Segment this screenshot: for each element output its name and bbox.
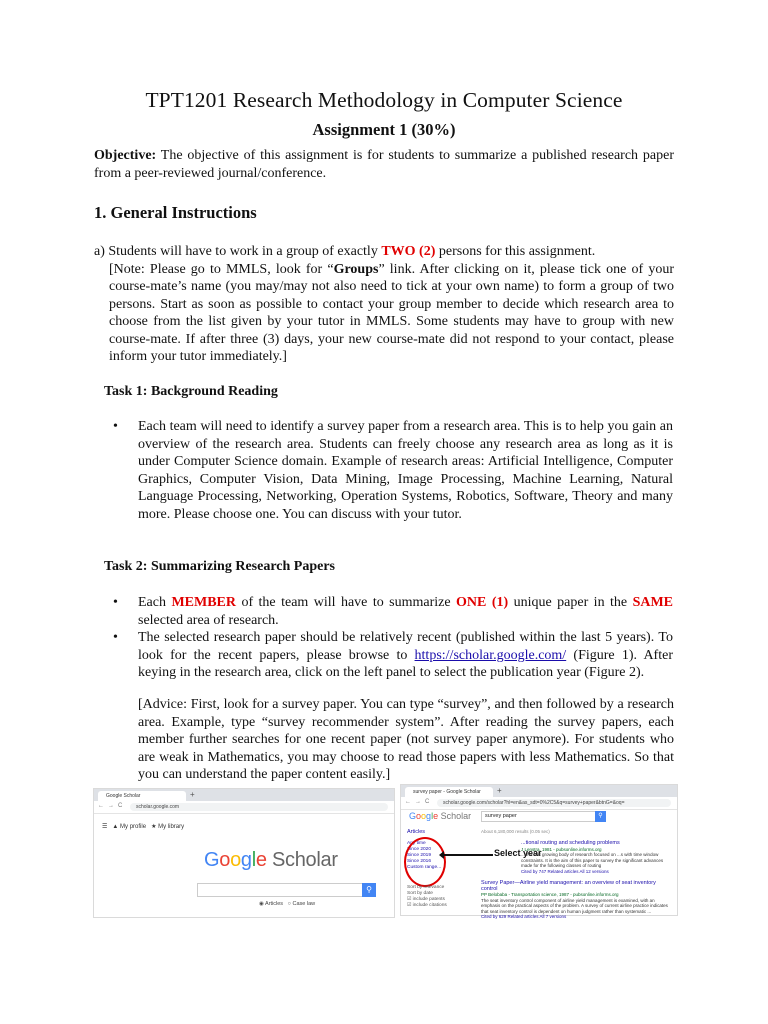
filter-any-time: Any time [407,841,426,846]
browser-tab: survey paper - Google Scholar [405,787,493,797]
sort-date: Sort by date [407,891,433,896]
results-count: About 6,180,000 results (0.05 sec) [481,829,550,834]
t2b2-text-1: The selected research paper should be relatively recent (published within the last 5 years). To look for the recent papers, please browse to [138,630,673,663]
result-2-snippet: The seat inventory control component of airline yield management is examined, with an emphasis on the practical aspects of the problem. A survey of current airline practice indicates that seat inventory control is dependent on human judgment rather than systematic ... [481,897,668,914]
figure2-scholar-results-screenshot [400,784,678,919]
t2b1-text-3: unique paper in the [508,595,633,610]
result-1-meta: J Lenstra, 1981 - pubsonline.informs.org [521,846,602,852]
new-tab-icon: + [497,786,502,795]
logo-letter: o [421,811,427,821]
select-year-annotation: Select year [494,848,542,858]
logo-word: Scholar [438,811,472,821]
t2b1-text-2: of the team will have to summarize [236,595,457,610]
bullet-marker: • [113,595,118,610]
logo-letter: l [431,811,434,821]
instruction-a-two: TWO (2) [381,244,436,259]
nav-arrows-icon: ←→C [98,803,127,809]
t2b2-text-2: (Figure 1). After keying in the research area, click on the left panel to select the publication year (Figure 2). [138,647,673,680]
filter-since-2016: Since 2016 [407,859,432,864]
task1-text: Each team will need to identify a survey paper from a research area. This is to help you gain an overview of the research area. Students can freely choose any research area as long as it is under Computer Science domain. Example of research areas: Artificial Intelligence, Computer Graphics, Computer Vision, Data Mining, Image Processing, Machine Learning, Natural Language Processing, Networking, Operation Systems, Robotics, Software, Theory and many more. Please choose one. You can discuss with your tutor. [138,419,673,522]
task1-heading: Task 1: Background Reading [104,384,278,399]
result-2-footer: Cited by 629 Related articles All 7 versions [481,914,567,919]
document-title: TPT1201 Research Methodology in Computer Science [145,88,623,112]
logo-letter: o [219,849,231,871]
result-item-1 [521,841,673,874]
instruction-a [94,243,674,366]
address-bar [401,797,677,810]
task2-bullet-2-text [138,629,673,682]
search-icon: ⚲ [595,811,606,822]
bullet-marker: • [113,630,118,645]
logo-letter: G [204,849,220,871]
logo-letter: G [409,811,417,821]
objective-text: The objective of this assignment is for students to summarize a published research paper from a peer-reviewed journal/conference. [94,148,674,181]
result-2-meta: PP Belobaba - Transportation science, 1987 - pubsonline.informs.org [481,892,619,897]
t2b1-text-4: selected area of research. [138,612,279,628]
logo-letter: g [426,811,432,821]
bullet-marker: • [113,419,118,434]
include-citations: ☑ include citations [407,903,447,908]
include-patents-label: include patents [412,897,445,902]
url-box: scholar.google.com [130,803,388,811]
logo-letter: e [255,849,267,871]
member-word: MEMBER [171,595,236,610]
result-2-title: Survey Paper—Airline yield management: an overview of seat inventory control [481,880,656,892]
search-icon: ⚲ [362,883,376,897]
browser-tab: Google Scholar [98,791,186,801]
arrow-icon [443,854,493,856]
sort-relevance: Sort by relevance [407,885,445,890]
result-1-snippet: ...of a fast growing body of research focused on ...s with time window constraints. It is the aim of this paper to survey the significant advances made for the following classes of routing [521,852,664,868]
same-word: SAME [632,595,674,610]
google-scholar-logo-small [409,811,471,821]
radio-caselaw: Case law [292,901,316,907]
instruction-a-text-2: persons for this assignment. [435,244,596,259]
include-patents: ☑ include patents [407,897,445,902]
articles-label: Articles [407,829,426,835]
instruction-a-text-1: a) Students will have to work in a group of exactly [94,244,382,259]
query-input: survey paper [481,811,596,822]
logo-letter: e [433,811,439,821]
note-text-2: ” link. After clicking on it, please tick one of your course-mate’s name (you may/may not also need to tick at your own name) to form a group of two persons. Start as soon as possible to contact your group member to decide which research area to choose from the list given by your tutor in MMLS. Some students may have to group with new course-mate. If after three (3) days, your new course-mate did not respond to your contact, please inform your tutor immediately.] [109,261,674,364]
groups-word: Groups [333,261,379,277]
new-tab-icon: + [190,790,195,799]
result-item-2 [481,881,673,920]
assignment-subtitle: Assignment 1 (30%) [312,120,456,139]
logo-letter: l [251,849,256,871]
objective-paragraph [94,147,674,182]
scholar-search-input [197,883,364,897]
my-profile-link: My profile [120,824,147,830]
filter-custom-range: Custom range... [407,865,442,870]
result-1-footer: Cited by 747 Related articles All 12 versions [521,868,609,874]
task2-bullet-1 [113,594,673,629]
sort-options [407,885,447,909]
logo-word: Scholar [266,849,338,871]
profile-icon: ▲ [112,824,119,830]
browser-tab-bar [94,789,394,801]
one-word: ONE (1) [456,595,509,610]
google-scholar-logo [204,849,338,872]
logo-letter: o [230,849,241,871]
nav-arrows-icon: ←→C [405,799,434,805]
url-box: scholar.google.com/scholar?hl=en&as_sdt=0%2C5&q=survey+paper&btnG=&oq= [437,799,671,807]
browser-tab-bar [401,785,677,797]
task2-bullet-1-text [138,594,673,629]
objective-label: Objective: [94,148,157,163]
advice-paragraph: [Advice: First, look for a survey paper. You can type “survey”, and then followed by a research area. Example, type “survey recommender system”. After reading the survey papers, each member further searches for one recent paper (not survey paper anymore). For students who are weak in Mathematics, you may choose to read those papers with less Mathematics. So that you can understand the paper content easily.] [138,697,674,782]
note-text-1: [Note: Please go to MMLS, look for “ [109,261,334,277]
filter-since-2020: Since 2020 [407,847,432,852]
instruction-a-note [94,261,674,366]
address-bar [94,801,394,814]
task1-bullet [113,418,673,523]
t2b1-text-1: Each [138,595,172,610]
figure1-scholar-home-screenshot [93,788,395,918]
result-1-title: ...tional routing and scheduling problems [521,840,620,846]
task2-bullet-2 [113,629,673,682]
search-type-radios: ◉ Articles ○ Case law [259,901,316,907]
star-icon: ★ [151,824,157,830]
logo-letter: o [416,811,422,821]
my-library-link: My library [158,824,185,830]
section-heading-general-instructions: 1. General Instructions [94,203,257,222]
task2-heading: Task 2: Summarizing Research Papers [104,559,335,574]
scholar-link[interactable]: https://scholar.google.com/ [414,647,567,663]
radio-articles: Articles [265,901,284,907]
filter-since-2019: Since 2019 [407,853,432,858]
logo-letter: g [240,849,252,871]
highlight-circle [404,837,446,887]
hamburger-icon: ☰ [102,824,108,830]
scholar-menu-row [102,823,184,830]
include-citations-label: include citations [412,903,447,908]
